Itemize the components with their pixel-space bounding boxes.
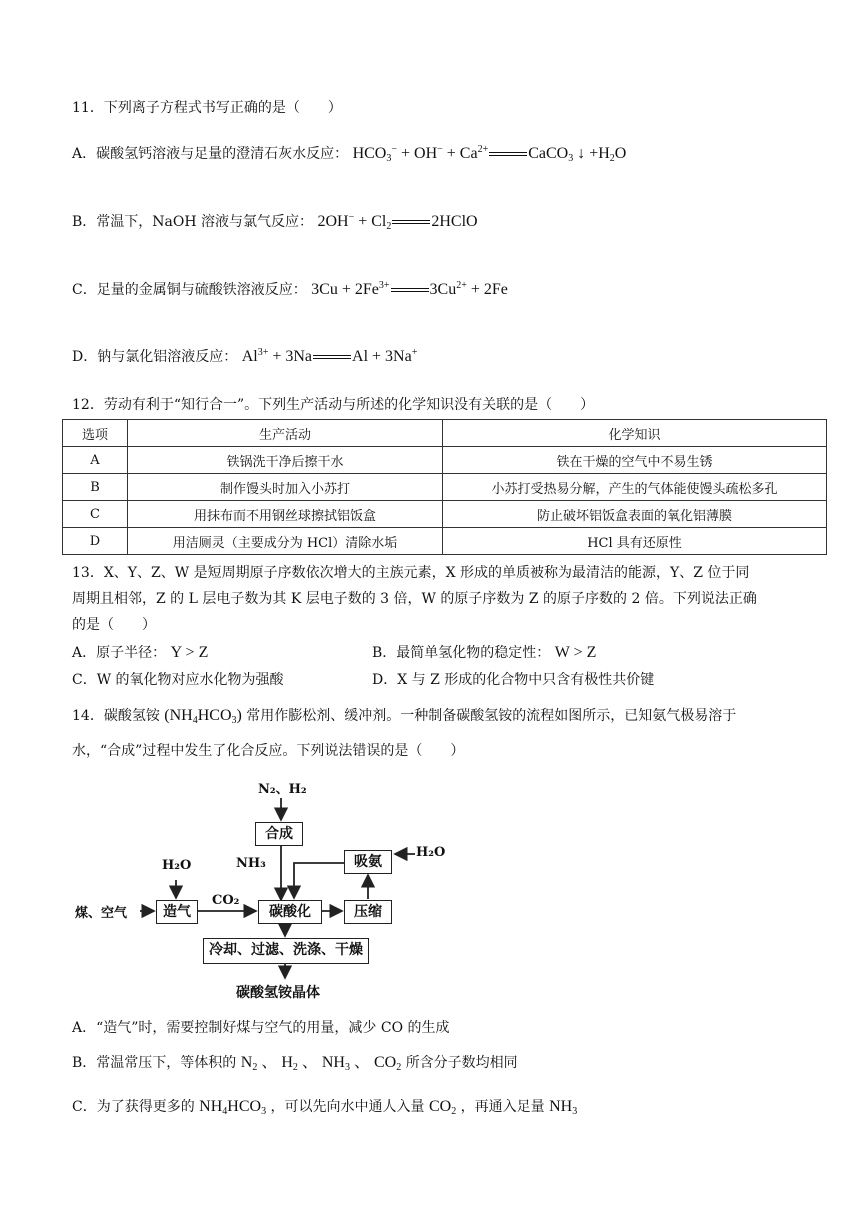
q14-line-1	[72, 705, 736, 727]
q13-option-b-text: B．最简单氢化物的稳定性：	[372, 645, 551, 661]
table-row	[63, 501, 827, 528]
q13-option-a-text: A．原子半径：	[72, 645, 167, 661]
co2-label: CO₂	[212, 893, 240, 908]
table-row	[63, 528, 827, 555]
table-cell: 用洁厕灵（主要成分为 HCl）清除水垢	[128, 528, 443, 555]
carbonation-box: 碳酸化	[258, 900, 322, 924]
q11-option-a-equation: $HCO_3^- + OH^- + Ca^{2+}$ CaCO$_3$ ↓ $+H_2O$	[352, 144, 627, 164]
q14-option-b-post: 所含分子数均相同	[405, 1055, 518, 1071]
q13-option-b	[372, 642, 596, 664]
synthesis-box: 合成	[255, 822, 303, 846]
table-header-row	[63, 420, 827, 447]
ammonia-absorb-box: 吸氨	[344, 850, 392, 874]
q14-option-c-formula-2: $CO_2$	[428, 1098, 457, 1117]
q13-line-1: 13．X、Y、Z、W 是短周期原子序数依次增大的主族元素，X 形成的单质被称为最清洁的能源，Y、Z 位于同	[72, 565, 750, 581]
q14-line-2: 水，“合成”过程中发生了化合反应。下列说法错误的是（ ）	[72, 743, 465, 759]
n2-h2-label: N₂、H₂	[258, 782, 307, 797]
q13-option-a	[72, 642, 208, 664]
compression-box: 压缩	[344, 900, 392, 924]
q14-option-c-mid: ，可以先向水中通人入量	[270, 1099, 425, 1115]
table-cell: B	[63, 474, 128, 501]
q12-table	[62, 419, 827, 555]
q11-option-c	[72, 279, 508, 301]
q13-option-d: D．X 与 Z 形成的化合物中只含有极性共价键	[372, 672, 655, 688]
q14-option-c-formula-1: $NH_4HCO_3$	[199, 1098, 267, 1117]
table-cell: C	[63, 501, 128, 528]
q14-option-c-post: ，再通入足量	[460, 1099, 545, 1115]
flow-diagram	[70, 770, 470, 1010]
q11-option-b-equation: $2OH^- + Cl_2$ 2HClO	[317, 212, 478, 232]
q14-pre-text: 14．碳酸氢铵	[72, 708, 160, 724]
q11-option-b	[72, 211, 478, 233]
q11-option-c-text: C．足量的金属铜与硫酸铁溶液反应：	[72, 282, 307, 298]
q13-option-a-expr: Y > Z	[170, 644, 209, 661]
q11-option-c-equation: $3Cu + 2Fe^{3+}$ $3Cu^{2+} + 2Fe$	[311, 280, 508, 298]
table-cell: D	[63, 528, 128, 555]
nh3-label: NH₃	[236, 856, 266, 871]
table-cell: 防止破坏铝饭盒表面的氧化铝薄膜	[443, 501, 827, 528]
q13-line-2: 周期且相邻，Z 的 L 层电子数为其 K 层电子数的 3 倍，W 的原子序数为 Z 的原子序数的 2 倍。下列说法正确	[72, 591, 757, 607]
table-row	[63, 474, 827, 501]
q13-line-3: 的是（ ）	[72, 617, 156, 633]
q11-option-a	[72, 143, 626, 165]
q13-option-b-expr: W > Z	[554, 644, 597, 661]
q14-option-c-formula-3: $NH_3$	[549, 1098, 578, 1117]
coal-air-label: 煤、空气	[75, 906, 128, 921]
q11-option-d-equation: $Al^{3+} + 3Na$ Al + 3Na+	[241, 347, 418, 365]
table-cell: 用抹布而不用钢丝球擦拭铝饭盒	[128, 501, 443, 528]
q11-option-d	[72, 346, 417, 368]
q11-option-a-text: A．碳酸氢钙溶液与足量的澄清石灰水反应：	[72, 146, 349, 162]
gas-making-box: 造气	[156, 900, 198, 924]
table-header-cell: 生产活动	[128, 420, 443, 447]
table-header-cell: 选项	[63, 420, 128, 447]
q14-post-text: 常用作膨松剂、缓冲剂。一种制备碳酸氢铵的流程如图所示，已知氨气极易溶于	[246, 708, 737, 724]
q12-stem: 12．劳动有利于“知行合一”。下列生产活动与所述的化学知识没有关联的是（ ）	[72, 397, 595, 413]
q11-stem: 11．下列离子方程式书写正确的是（ ）	[72, 100, 342, 116]
q11-option-d-text: D．钠与氯化铝溶液反应：	[72, 349, 238, 365]
table-cell: 小苏打受热易分解，产生的气体能使馒头疏松多孔	[443, 474, 827, 501]
table-cell: 铁锅洗干净后擦干水	[128, 447, 443, 474]
table-header-cell: 化学知识	[443, 420, 827, 447]
product-label: 碳酸氢铵晶体	[236, 985, 320, 1001]
q11-option-b-text: B．常温下，NaOH 溶液与氯气反应：	[72, 214, 314, 230]
flow-arrows	[70, 770, 470, 1010]
table-row	[63, 447, 827, 474]
table-cell: HCl 具有还原性	[443, 528, 827, 555]
process-box: 冷却、过滤、洗涤、干燥	[203, 938, 369, 964]
q14-option-a: A．“造气”时，需要控制好煤与空气的用量，减少 CO 的生成	[72, 1020, 450, 1036]
h2o-left-label: H₂O	[162, 858, 192, 873]
q13-option-c: C．W 的氧化物对应水化物为强酸	[72, 672, 284, 688]
table-cell: 制作馒头时加入小苏打	[128, 474, 443, 501]
h2o-right-label: H₂O	[416, 845, 446, 860]
q14-option-b-formulas: $N_2$ 、 $H_2$ 、 $NH_3$ 、 $CO_2$	[240, 1054, 402, 1073]
table-cell: A	[63, 447, 128, 474]
q14-formula: $(NH_4HCO_3)$	[164, 707, 242, 726]
q14-option-b-pre: B．常温常压下，等体积的	[72, 1055, 237, 1071]
q14-option-b	[72, 1052, 518, 1074]
q14-option-c	[72, 1096, 577, 1118]
q14-option-c-pre: C．为了获得更多的	[72, 1099, 195, 1115]
table-cell: 铁在干燥的空气中不易生锈	[443, 447, 827, 474]
